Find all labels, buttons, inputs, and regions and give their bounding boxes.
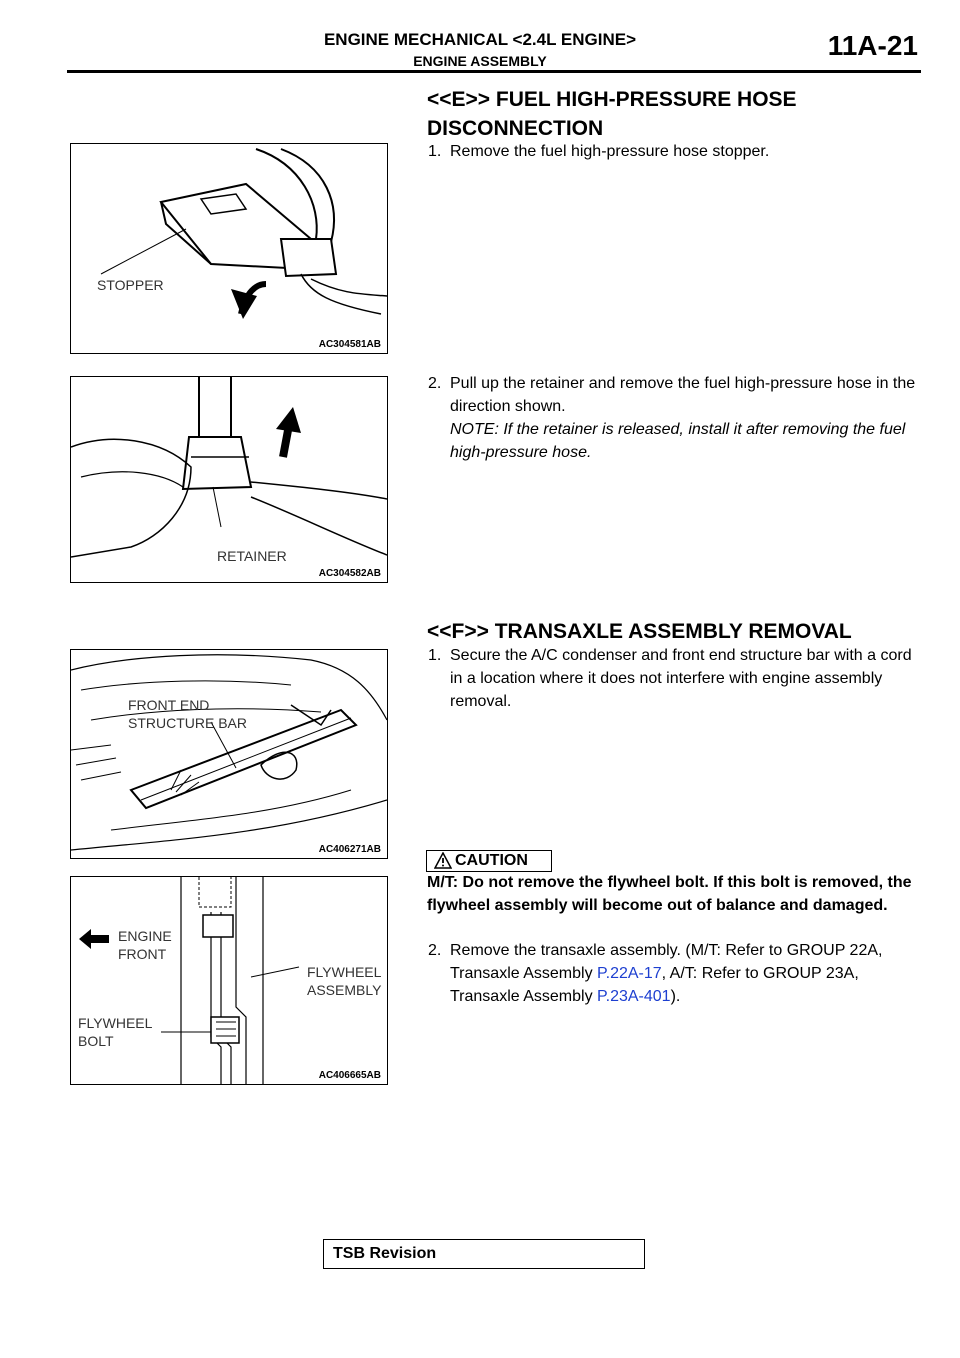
warning-icon	[434, 852, 452, 869]
section-f-heading: <<F>> TRANSAXLE ASSEMBLY REMOVAL	[427, 620, 852, 643]
figure-front-end-structure-bar	[70, 649, 388, 859]
figure-code: AC406665AB	[318, 1070, 381, 1081]
stopper-illustration	[71, 144, 387, 353]
step-e2	[428, 372, 928, 418]
retainer-label: RETAINER	[217, 548, 287, 564]
link-22a-17[interactable]: P.22A-17	[597, 965, 662, 982]
step-number: 2.	[428, 375, 442, 392]
page-number: 11A-21	[827, 30, 918, 61]
section-e-heading-line1: <<E>> FUEL HIGH-PRESSURE HOSE	[427, 88, 797, 111]
tsb-revision-label: TSB Revision	[333, 1245, 437, 1262]
flywheel-assembly-label: FLYWHEEL ASSEMBLY	[307, 964, 382, 998]
caution-label: CAUTION	[455, 852, 528, 869]
step-e1	[428, 140, 928, 163]
step-text: Pull up the retainer and remove the fuel high-pressure hose in the direction shown.	[450, 375, 916, 415]
header-title: ENGINE MECHANICAL <2.4L ENGINE>	[323, 30, 637, 49]
header-rule	[67, 70, 921, 73]
caution-text: M/T: Do not remove the flywheel bolt. If this bolt is removed, the flywheel assembly will become out of balance and damaged.	[427, 874, 912, 914]
figure-code: AC304581AB	[318, 339, 381, 350]
link-23a-401[interactable]: P.23A-401	[597, 988, 671, 1005]
section-e-heading-line2: DISCONNECTION	[427, 117, 604, 140]
front-end-structure-bar-label: FRONT END STRUCTURE BAR	[128, 697, 248, 731]
engine-front-label: ENGINE FRONT	[118, 928, 172, 962]
engine-bay-illustration	[71, 650, 387, 858]
step-number: 1.	[428, 647, 442, 664]
tsb-revision-box	[323, 1239, 645, 1269]
figure-retainer	[70, 376, 388, 583]
step-f1	[428, 644, 928, 713]
header-subtitle: ENGINE ASSEMBLY	[413, 53, 547, 69]
step-text: Remove the transaxle assembly. (M/T: Refer to GROUP 22A, Transaxle Assembly P.22A-17, A/T: Refer to GROUP 23A, Transaxle Assembly P.23A-401).	[450, 942, 883, 1005]
figure-flywheel	[70, 876, 388, 1085]
figure-code: AC304582AB	[318, 568, 381, 579]
figure-stopper	[70, 143, 388, 354]
step-text: Remove the fuel high-pressure hose stopper.	[450, 143, 770, 160]
note-retainer: NOTE: If the retainer is released, install it after removing the fuel high-pressure hose.	[450, 421, 906, 461]
step-number: 2.	[428, 942, 442, 959]
step-text: Secure the A/C condenser and front end structure bar with a cord in a location where it does not interfere with engine assembly removal.	[450, 647, 912, 710]
flywheel-bolt-label: FLYWHEEL BOLT	[78, 1015, 153, 1049]
stopper-label: STOPPER	[97, 277, 164, 293]
step-f2	[428, 939, 928, 1008]
caution-box	[426, 850, 552, 872]
step-number: 1.	[428, 143, 442, 160]
figure-code: AC406271AB	[318, 844, 381, 855]
section-e-heading	[427, 85, 797, 143]
